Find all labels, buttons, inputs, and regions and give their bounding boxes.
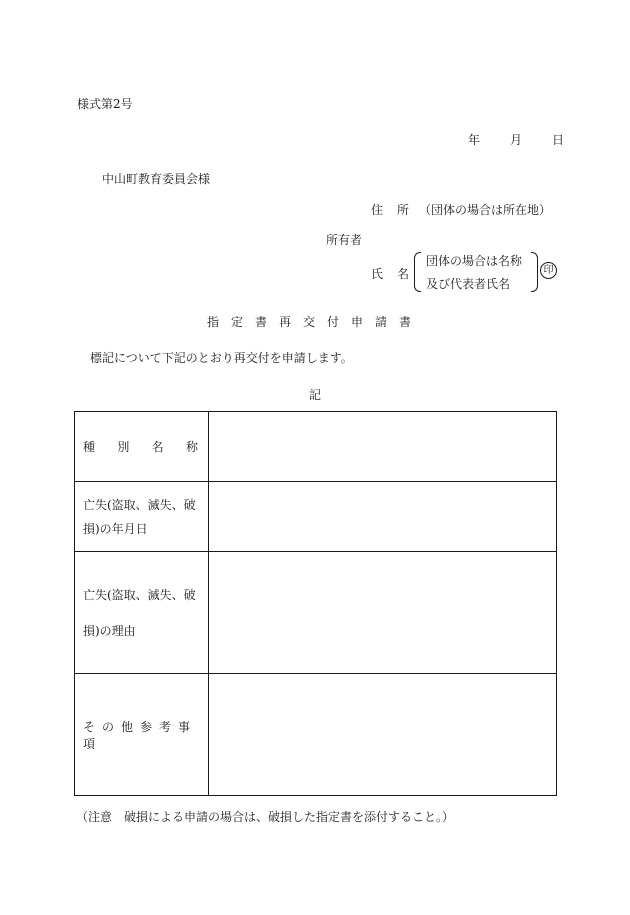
label-loss-date — [75, 482, 209, 552]
table-row — [75, 412, 557, 482]
label-char: 名 — [151, 440, 164, 454]
label-other-notes — [75, 674, 209, 796]
label-char: 別 — [117, 440, 130, 454]
form-number: 様式第2号 — [77, 97, 133, 111]
ki-heading: 記 — [308, 388, 321, 402]
footnote: （注意 破損による申請の場合は、破損した指定書を添付すること。） — [76, 810, 455, 824]
name-note-line1: 団体の場合は名称 — [426, 254, 523, 268]
name-label: 氏名 — [371, 267, 424, 281]
label-other-notes-text: その他参考事項 — [83, 719, 198, 751]
date-line — [468, 131, 564, 148]
label-loss-date-line2: 損)の年月日 — [83, 521, 148, 536]
intro-text: 標記について下記のとおり再交付を申請します。 — [90, 351, 353, 365]
addressee: 中山町教育委員会様 — [102, 172, 211, 186]
label-loss-reason-line2: 損)の理由 — [83, 623, 136, 638]
value-other-notes[interactable] — [209, 674, 557, 796]
bracket-left — [414, 252, 421, 292]
date-day: 日 — [552, 133, 565, 147]
date-year: 年 — [468, 133, 481, 147]
owner-label: 所有者 — [326, 233, 363, 247]
address-note: （団体の場合は所在地） — [419, 203, 552, 217]
table-row — [75, 674, 557, 796]
value-loss-date[interactable] — [209, 482, 557, 552]
table-row — [75, 482, 557, 552]
value-type-name[interactable] — [209, 412, 557, 482]
label-loss-reason — [75, 552, 209, 674]
label-char: 種 — [83, 440, 96, 454]
date-month: 月 — [510, 133, 523, 147]
value-loss-reason[interactable] — [209, 552, 557, 674]
seal-mark: 印 — [540, 262, 557, 279]
address-label: 住所 — [371, 203, 424, 217]
label-loss-reason-line1: 亡失(盗取、滅失、破 — [83, 587, 196, 602]
name-note-bracket — [414, 252, 538, 292]
label-type-name — [75, 412, 209, 482]
application-table — [74, 411, 557, 796]
name-note-line2: 及び代表者氏名 — [426, 277, 511, 291]
table-row — [75, 552, 557, 674]
bracket-right — [531, 252, 538, 292]
label-char: 称 — [185, 440, 198, 454]
label-loss-date-line1: 亡失(盗取、滅失、破 — [83, 497, 196, 512]
document-title: 指定書再交付申請書 — [206, 315, 423, 329]
